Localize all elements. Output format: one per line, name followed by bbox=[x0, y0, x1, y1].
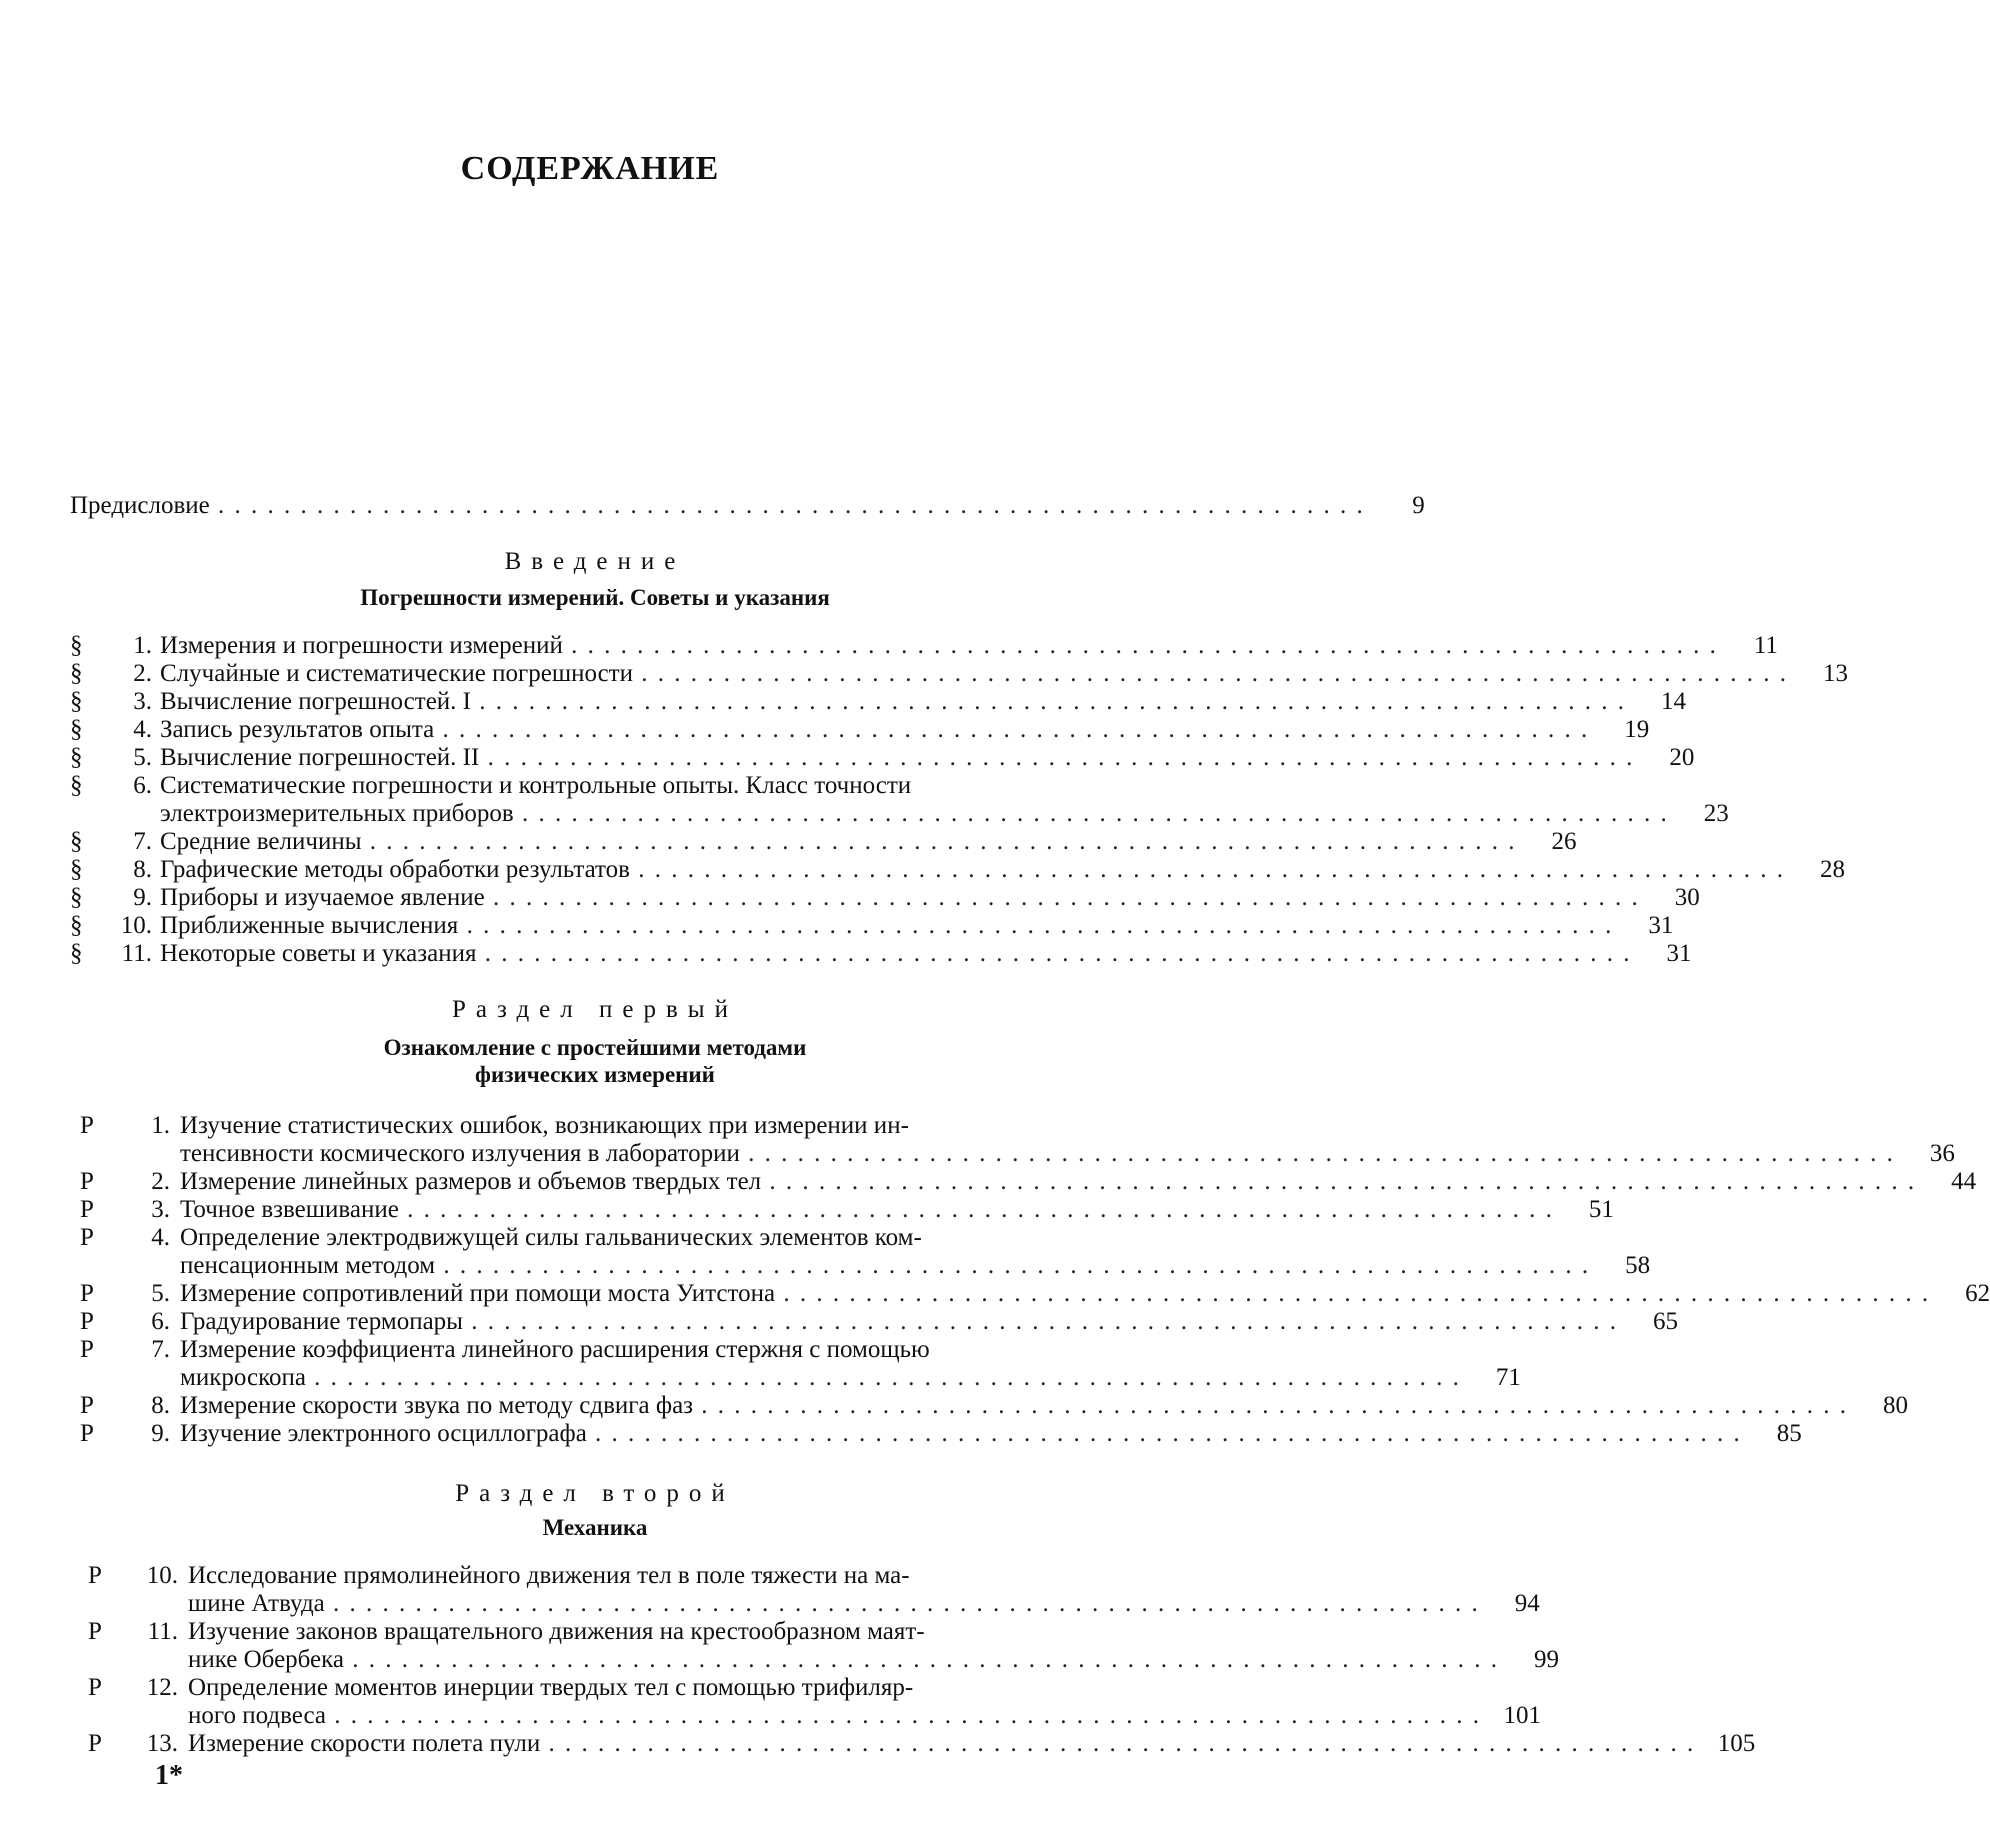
toc-entry-page: 44 bbox=[1951, 1168, 1977, 1195]
toc-entry-text bbox=[180, 1224, 1590, 1280]
toc-entry[interactable] bbox=[70, 940, 1692, 968]
toc-entry-number: 2. bbox=[151, 1168, 170, 1195]
signature-mark: 1* bbox=[155, 1760, 183, 1791]
toc-entry-page: 51 bbox=[1588, 1196, 1614, 1223]
toc-entry[interactable] bbox=[70, 772, 1729, 828]
toc-entry-text: Средние величины . . . bbox=[160, 828, 1517, 856]
toc-entry-page: 11 bbox=[1753, 632, 1778, 659]
toc-entry[interactable] bbox=[70, 660, 1848, 688]
toc-entry-mark: Р bbox=[88, 1618, 102, 1645]
toc-entry-text-line2: тенсивности космического излучения в лаборатории . . . bbox=[180, 1140, 1895, 1168]
toc-entry-page: 31 bbox=[1666, 940, 1692, 967]
toc-entry-text: Точное взвешивание . . . bbox=[180, 1196, 1554, 1224]
toc-entry-number: 6. bbox=[133, 772, 152, 799]
toc-entry[interactable] bbox=[70, 688, 1686, 716]
toc-entry-page: 9 bbox=[1412, 492, 1425, 519]
toc-entry-page: 19 bbox=[1624, 716, 1650, 743]
section-title-part1-line1: Ознакомление с простейшими методами bbox=[383, 1035, 807, 1060]
toc-entry[interactable] bbox=[80, 1168, 1977, 1196]
toc-entry-number: 11. bbox=[147, 1618, 178, 1645]
toc-entry-page: 36 bbox=[1929, 1140, 1955, 1167]
toc-entry[interactable] bbox=[70, 716, 1650, 744]
toc-entry-text: Измерение линейных размеров и объемов твердых тел . . . bbox=[180, 1168, 1916, 1196]
toc-entry-text bbox=[188, 1674, 1481, 1730]
toc-entry-text: Случайные и систематические погрешности . . . bbox=[160, 660, 1788, 688]
toc-entry-number: 10. bbox=[146, 1562, 178, 1589]
toc-entry[interactable] bbox=[80, 1224, 1651, 1280]
toc-entry-number: 9. bbox=[133, 884, 152, 911]
toc-entry-text: Вычисление погрешностей. I . . . bbox=[160, 688, 1626, 716]
toc-entry-mark: Р bbox=[80, 1168, 94, 1195]
toc-entry-number: 9. bbox=[151, 1420, 170, 1447]
toc-entry-number: 2. bbox=[133, 660, 152, 687]
toc-entry-page: 30 bbox=[1674, 884, 1700, 911]
toc-entry-mark: Р bbox=[80, 1308, 94, 1335]
toc-entry-mark: § bbox=[70, 856, 83, 883]
toc-entry-number: 1. bbox=[133, 632, 152, 659]
toc-entry-text: Приближенные вычисления . . . bbox=[160, 912, 1613, 940]
toc-entry-number: 4. bbox=[151, 1224, 170, 1251]
toc-entry[interactable] bbox=[70, 884, 1700, 912]
toc-entry-mark: Р bbox=[88, 1674, 102, 1701]
section-label-intro: Введение bbox=[504, 548, 686, 575]
toc-entry[interactable] bbox=[70, 856, 1845, 884]
toc-entry[interactable] bbox=[80, 1336, 1521, 1392]
toc-entry-number: 3. bbox=[133, 688, 152, 715]
toc-entry-number: 1. bbox=[151, 1112, 170, 1139]
toc-entry[interactable] bbox=[70, 828, 1577, 856]
toc-entry[interactable] bbox=[88, 1730, 1756, 1758]
toc-entry-text: Градуирование термопары . . . bbox=[180, 1308, 1618, 1336]
section-title-part1-line2: физических измерений bbox=[475, 1062, 715, 1087]
toc-entry-text-line2: ного подвеса . . . bbox=[188, 1702, 1481, 1730]
toc-entry[interactable] bbox=[88, 1674, 1542, 1730]
toc-entry-text bbox=[188, 1562, 1480, 1618]
toc-entry[interactable] bbox=[88, 1562, 1540, 1618]
toc-entry-page: 20 bbox=[1669, 744, 1695, 771]
toc-entry-number: 3. bbox=[151, 1196, 170, 1223]
toc-entry-mark: § bbox=[70, 884, 83, 911]
toc-entry-mark: § bbox=[70, 716, 83, 743]
toc-entry-number: 6. bbox=[151, 1308, 170, 1335]
toc-entry[interactable] bbox=[80, 1280, 1990, 1308]
toc-entry-number: 5. bbox=[151, 1280, 170, 1307]
toc-entry-text-line2: шине Атвуда . . . bbox=[188, 1590, 1480, 1618]
toc-entry-page: 14 bbox=[1661, 688, 1686, 715]
toc-entry-mark: Р bbox=[88, 1730, 102, 1757]
toc-entry[interactable] bbox=[88, 1618, 1560, 1674]
toc-entry-page: 58 bbox=[1625, 1252, 1651, 1279]
toc-entry-text-line1: Исследование прямолинейного движения тел в поле тяжести на ма- bbox=[188, 1562, 910, 1589]
toc-entry[interactable] bbox=[80, 1308, 1678, 1336]
toc-entry-mark: Р bbox=[80, 1112, 94, 1139]
toc-entry-number: 7. bbox=[133, 828, 152, 855]
toc-entry-mark: § bbox=[70, 632, 83, 659]
section-label-part2: Раздел второй bbox=[455, 1480, 735, 1507]
toc-entry-mark: Р bbox=[80, 1392, 94, 1419]
toc-entry[interactable] bbox=[80, 1112, 1955, 1168]
toc-entry-number: 10. bbox=[120, 912, 152, 939]
toc-entry-text: Измерения и погрешности измерений . . . bbox=[160, 632, 1718, 660]
toc-entry-number: 8. bbox=[151, 1392, 170, 1419]
toc-entry-number: 5. bbox=[133, 744, 152, 771]
toc-entry-mark: Р bbox=[88, 1562, 102, 1589]
toc-entry-text-line1: Систематические погрешности и контрольные опыты. Класс точности bbox=[160, 772, 912, 799]
toc-entry-page: 26 bbox=[1551, 828, 1577, 855]
toc-entry-page: 99 bbox=[1534, 1646, 1560, 1673]
toc-entry-page: 62 bbox=[1965, 1280, 1990, 1307]
toc-entry-text bbox=[160, 772, 1669, 828]
toc-entry-text: Некоторые советы и указания . . . bbox=[160, 940, 1631, 968]
toc-entry-mark: § bbox=[70, 828, 83, 855]
toc-entry-text: Графические методы обработки результатов . . . bbox=[160, 856, 1785, 884]
toc-entry-text-line2: нике Обербека . . . bbox=[188, 1646, 1499, 1674]
toc-entry-mark: § bbox=[70, 744, 83, 771]
toc-entry-number: 4. bbox=[133, 716, 152, 743]
toc-entry[interactable] bbox=[70, 632, 1778, 660]
toc-entry-page: 80 bbox=[1883, 1392, 1909, 1419]
toc-entry-preface[interactable] bbox=[70, 492, 1425, 520]
section-title-intro: Погрешности измерений. Советы и указания bbox=[360, 585, 830, 610]
section-title-part2: Механика bbox=[542, 1515, 648, 1540]
toc-entry-text: Запись результатов опыта . . . bbox=[160, 716, 1589, 744]
toc-entry-mark: Р bbox=[80, 1196, 94, 1223]
toc-entry-text bbox=[180, 1112, 1895, 1168]
toc-entry-text: Вычисление погрешностей. II . . . bbox=[160, 744, 1634, 772]
toc-entry-text: Измерение скорости звука по методу сдвига фаз . . . bbox=[180, 1392, 1848, 1420]
toc-entry-page: 101 bbox=[1503, 1702, 1542, 1729]
page-title: СОДЕРЖАНИЕ bbox=[460, 150, 720, 187]
toc-entry-text: Изучение электронного осциллографа . . . bbox=[180, 1420, 1742, 1448]
toc-entry-mark: § bbox=[70, 660, 83, 687]
toc-entry-text-line1: Определение моментов инерции твердых тел с помощью трифиляр- bbox=[188, 1674, 914, 1701]
toc-entry-text-line1: Изучение статистических ошибок, возникающих при измерении ин- bbox=[180, 1112, 909, 1139]
toc-entry-text-line1: Измерение коэффициента линейного расширения стержня с помощью bbox=[180, 1336, 930, 1363]
toc-entry-mark: § bbox=[70, 912, 83, 939]
toc-entry[interactable] bbox=[80, 1392, 1909, 1420]
toc-entry-text-line1: Определение электродвижущей силы гальванических элементов ком- bbox=[180, 1224, 922, 1251]
toc-entry-text-line2: пенсационным методом . . . bbox=[180, 1252, 1590, 1280]
toc-entry-text bbox=[180, 1336, 1461, 1392]
toc-entry[interactable] bbox=[70, 912, 1674, 940]
toc-entry-page: 65 bbox=[1652, 1308, 1678, 1335]
toc-entry-text: Приборы и изучаемое явление . . . bbox=[160, 884, 1640, 912]
toc-entry[interactable] bbox=[80, 1196, 1614, 1224]
toc-entry-mark: Р bbox=[80, 1336, 94, 1363]
toc-entry-text-line2: микроскопа . . . bbox=[180, 1364, 1461, 1392]
toc-entry-page: 71 bbox=[1495, 1364, 1521, 1391]
toc-entry-number: 8. bbox=[133, 856, 152, 883]
toc-entry-page: 94 bbox=[1514, 1590, 1540, 1617]
toc-entry-mark: Р bbox=[80, 1420, 94, 1447]
toc-entry[interactable] bbox=[70, 744, 1695, 772]
toc-entry-text bbox=[188, 1618, 1499, 1674]
toc-entry-page: 23 bbox=[1703, 800, 1729, 827]
toc-entry-number: 7. bbox=[151, 1336, 170, 1363]
toc-entry-mark: § bbox=[70, 772, 83, 799]
toc-entry-number: 13. bbox=[146, 1730, 178, 1757]
toc-entry-text: Измерение скорости полета пули . . . bbox=[188, 1730, 1695, 1758]
toc-entry-text: Измерение сопротивлений при помощи моста Уитстона . . . bbox=[180, 1280, 1930, 1308]
toc-entry-mark: Р bbox=[80, 1224, 94, 1251]
section-label-part1: Раздел первый bbox=[452, 996, 738, 1023]
toc-entry-text-line2: электроизмерительных приборов . . . bbox=[160, 800, 1669, 828]
toc-entry-page: 13 bbox=[1823, 660, 1848, 687]
toc-entry-mark: § bbox=[70, 940, 83, 967]
toc-entry-page: 28 bbox=[1819, 856, 1845, 883]
toc-entry-number: 12. bbox=[146, 1674, 178, 1701]
toc-entry-page: 85 bbox=[1776, 1420, 1802, 1447]
toc-entry-text-line1: Изучение законов вращательного движения на крестообразном маят- bbox=[188, 1618, 925, 1645]
toc-entry[interactable] bbox=[80, 1420, 1802, 1448]
toc-entry-number: 11. bbox=[121, 940, 152, 967]
toc-entry-mark: Р bbox=[80, 1280, 94, 1307]
toc-entry-page: 105 bbox=[1717, 1730, 1756, 1757]
toc-entry-mark: § bbox=[70, 688, 83, 715]
toc-entry-page: 31 bbox=[1648, 912, 1674, 939]
toc-entry-text: Предисловие . . . bbox=[70, 492, 1365, 520]
